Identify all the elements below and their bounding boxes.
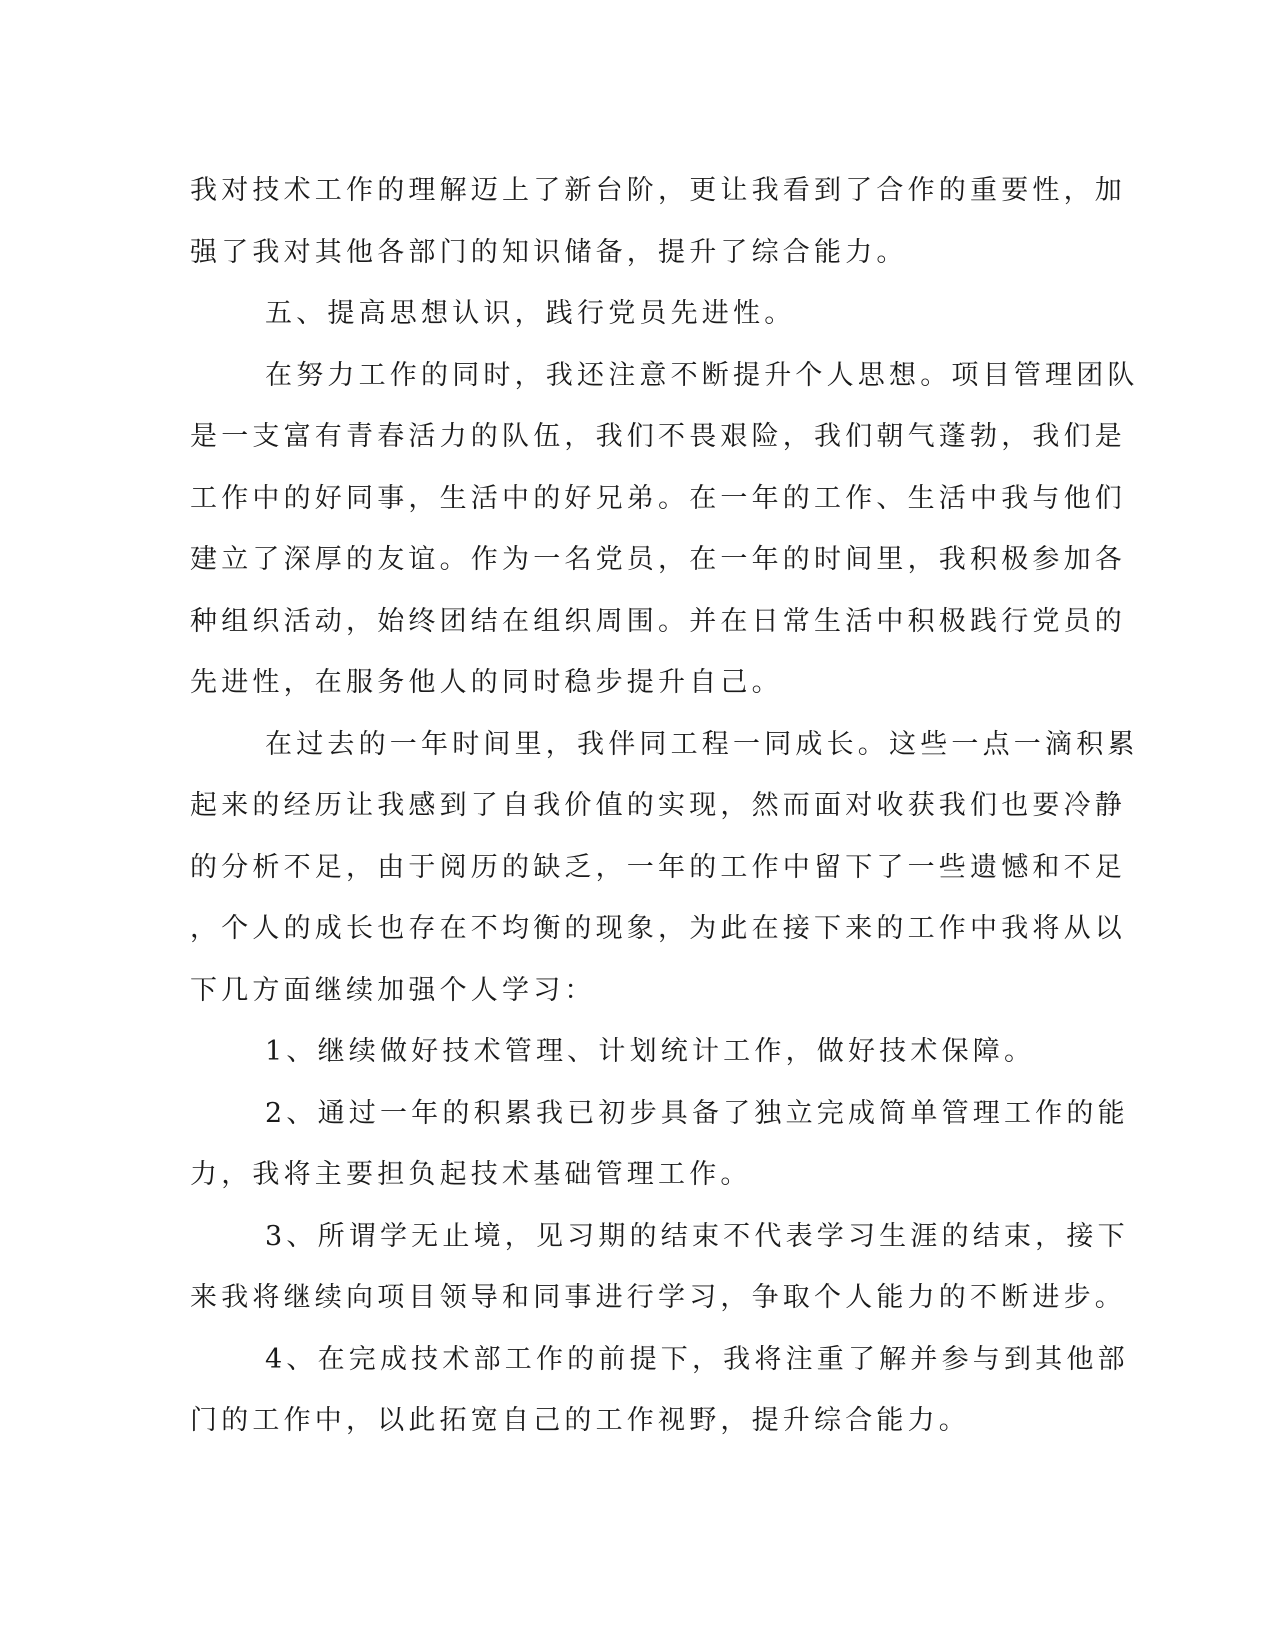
text-line: 门的工作中，以此拓宽自己的工作视野，提升综合能力。 (190, 1405, 970, 1436)
list-item: 3、所谓学无止境，见习期的结束不代表学习生涯的结束，接下 (265, 1220, 1129, 1252)
text-line: 工作中的好同事，生活中的好兄弟。在一年的工作、生活中我与他们 (190, 482, 1126, 514)
text-line: 先进性，在服务他人的同时稳步提升自己。 (190, 667, 783, 698)
text-line: 强了我对其他各部门的知识储备，提升了综合能力。 (190, 236, 908, 268)
text-line: 的分析不足，由于阅历的缺乏，一年的工作中留下了一些遗憾和不足 (190, 851, 1126, 883)
text-line: ，个人的成长也存在不均衡的现象，为此在接下来的工作中我将从以 (190, 913, 1126, 944)
text-line: 建立了深厚的友谊。作为一名党员，在一年的时间里，我积极参加各 (190, 544, 1126, 575)
text-line: 力，我将主要担负起技术基础管理工作。 (190, 1159, 752, 1190)
list-item: 4、在完成技术部工作的前提下，我将注重了解并参与到其他部 (265, 1343, 1129, 1375)
text-line: 种组织活动，始终团结在组织周围。并在日常生活中积极践行党员的 (190, 605, 1126, 637)
text-line: 下几方面继续加强个人学习： (190, 974, 596, 1006)
section-heading: 五、提高思想认识，践行党员先进性。 (265, 298, 796, 329)
text-line: 我对技术工作的理解迈上了新台阶，更让我看到了合作的重要性，加 (190, 175, 1126, 206)
text-line: 在努力工作的同时，我还注意不断提升个人思想。项目管理团队 (265, 359, 1139, 391)
text-line: 起来的经历让我感到了自我价值的实现，然而面对收获我们也要冷静 (190, 790, 1126, 821)
text-line: 在过去的一年时间里，我伴同工程一同成长。这些一点一滴积累 (265, 728, 1139, 760)
list-item: 1、继续做好技术管理、计划统计工作，做好技术保障。 (265, 1036, 1036, 1067)
list-item: 2、通过一年的积累我已初步具备了独立完成简单管理工作的能 (265, 1097, 1129, 1129)
text-line: 是一支富有青春活力的队伍，我们不畏艰险，我们朝气蓬勃，我们是 (190, 421, 1126, 452)
text-line: 来我将继续向项目领导和同事进行学习，争取个人能力的不断进步。 (190, 1282, 1126, 1313)
document-body (190, 160, 1139, 1452)
